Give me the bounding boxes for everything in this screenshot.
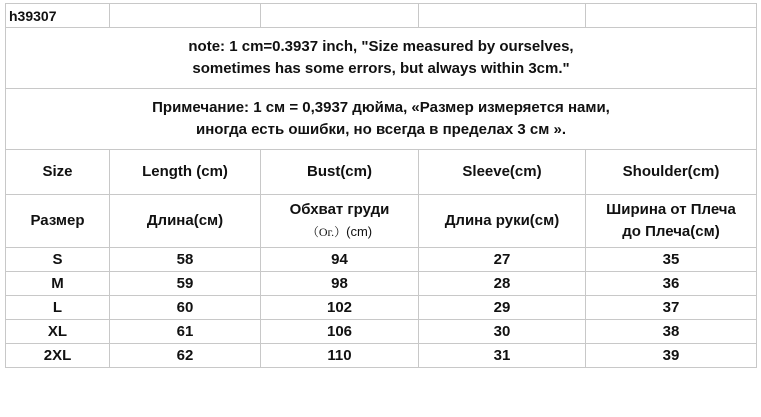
- header-shoulder-ru-line: Ширина от Плеча: [606, 201, 736, 218]
- bust-cell: 110: [261, 344, 419, 368]
- note-english-line: sometimes has some errors, but always within 3cm.": [192, 60, 570, 77]
- header-length: Length (cm): [110, 150, 261, 195]
- note-russian-line: иногда есть ошибки, но всегда в пределах 3 см ».: [195, 121, 567, 138]
- table-row: [6, 296, 757, 320]
- header-bust-ru-sub: [261, 221, 418, 243]
- bust-cell: 94: [261, 248, 419, 272]
- empty-cell: [586, 4, 757, 28]
- header-length-ru: Длина(см): [110, 195, 261, 248]
- sleeve-cell: 28: [419, 272, 586, 296]
- size-cell: XL: [6, 320, 110, 344]
- sleeve-cell: 27: [419, 248, 586, 272]
- bust-cell: 106: [261, 320, 419, 344]
- note-russian: [6, 89, 757, 150]
- sleeve-cell: 30: [419, 320, 586, 344]
- table-row: [6, 344, 757, 368]
- bust-cm-label: (cm): [346, 224, 373, 239]
- note-english: [6, 28, 757, 89]
- length-cell: 58: [110, 248, 261, 272]
- table-row: [6, 320, 757, 344]
- note-english-line: note: 1 cm=0.3937 inch, "Size measured by ourselves,: [188, 38, 574, 55]
- bust-cell: 98: [261, 272, 419, 296]
- header-bust-ru: [261, 195, 419, 248]
- shoulder-cell: 35: [586, 248, 757, 272]
- header-size: Size: [6, 150, 110, 195]
- length-cell: 59: [110, 272, 261, 296]
- bust-og-label: （Ог.）: [306, 225, 347, 239]
- product-code: h39307: [6, 4, 110, 28]
- table-row: [6, 272, 757, 296]
- shoulder-cell: 37: [586, 296, 757, 320]
- empty-cell: [261, 4, 419, 28]
- shoulder-cell: 36: [586, 272, 757, 296]
- header-size-ru: Размер: [6, 195, 110, 248]
- length-cell: 61: [110, 320, 261, 344]
- table-row: [6, 248, 757, 272]
- empty-cell: [110, 4, 261, 28]
- empty-cell: [419, 4, 586, 28]
- product-code-row: [6, 4, 757, 28]
- header-bust-ru-line: Обхват груди: [289, 201, 390, 218]
- bust-cell: 102: [261, 296, 419, 320]
- sleeve-cell: 31: [419, 344, 586, 368]
- note-english-row: [6, 28, 757, 89]
- size-chart-table: [5, 3, 757, 368]
- header-sleeve: Sleeve(cm): [419, 150, 586, 195]
- shoulder-cell: 39: [586, 344, 757, 368]
- size-cell: S: [6, 248, 110, 272]
- length-cell: 60: [110, 296, 261, 320]
- size-cell: 2XL: [6, 344, 110, 368]
- header-shoulder: Shoulder(cm): [586, 150, 757, 195]
- size-cell: M: [6, 272, 110, 296]
- header-sleeve-ru: Длина руки(см): [419, 195, 586, 248]
- header-shoulder-ru: [586, 195, 757, 248]
- shoulder-cell: 38: [586, 320, 757, 344]
- header-row-english: [6, 150, 757, 195]
- header-shoulder-ru-line: до Плеча(см): [622, 223, 720, 240]
- note-russian-line: Примечание: 1 см = 0,3937 дюйма, «Размер измеряется нами,: [152, 99, 610, 116]
- length-cell: 62: [110, 344, 261, 368]
- header-bust: Bust(cm): [261, 150, 419, 195]
- note-russian-row: [6, 89, 757, 150]
- size-cell: L: [6, 296, 110, 320]
- sleeve-cell: 29: [419, 296, 586, 320]
- header-row-russian: [6, 195, 757, 248]
